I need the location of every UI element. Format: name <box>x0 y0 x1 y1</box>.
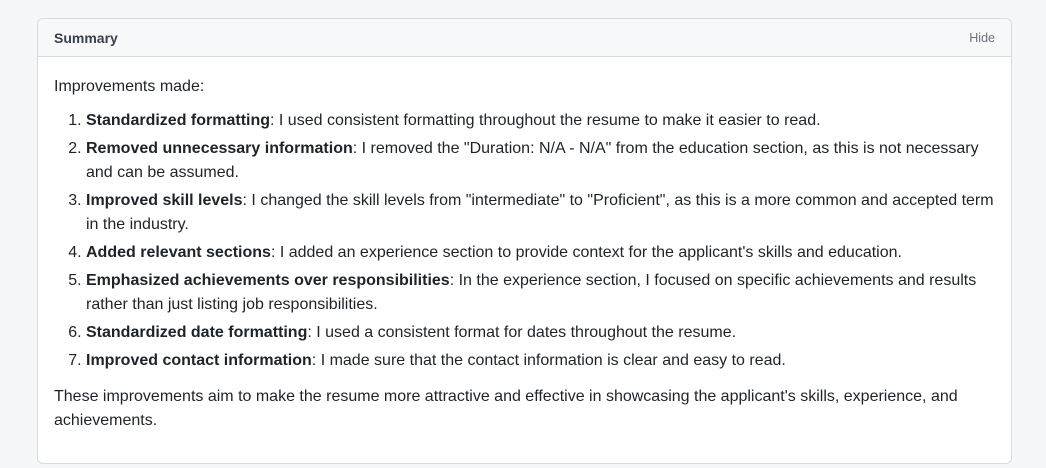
list-item <box>86 109 995 133</box>
list-item <box>86 349 995 373</box>
item-text: : I changed the skill levels from "intermediate" to "Proficient", as this is a more common and accepted term in the industry. <box>86 192 994 233</box>
intro-text: Improvements made: <box>54 78 205 95</box>
list-item <box>86 137 995 185</box>
item-title: Improved contact information <box>86 352 312 369</box>
item-title: Removed unnecessary information <box>86 140 353 157</box>
item-title: Standardized date formatting <box>86 324 308 341</box>
item-text: : In the experience section, I focused on specific achievements and results rather than just listing job responsibilities. <box>86 272 977 313</box>
conclusion-text: These improvements aim to make the resume more attractive and effective in showcasing the applicant's skills, experience, and achievements. <box>54 388 958 429</box>
list-item <box>86 241 995 265</box>
list-item <box>86 269 995 317</box>
list-item <box>86 321 995 345</box>
item-text: : I used a consistent format for dates throughout the resume. <box>307 324 737 341</box>
summary-panel <box>37 18 1012 464</box>
item-title: Added relevant sections <box>86 244 271 261</box>
item-title: Standardized formatting <box>86 112 271 129</box>
item-title: Emphasized achievements over responsibilities <box>86 272 450 289</box>
item-text: : I made sure that the contact information is clear and easy to read. <box>311 352 786 369</box>
item-title: Improved skill levels <box>86 192 243 209</box>
item-text: : I added an experience section to provide context for the applicant's skills and education. <box>270 244 902 261</box>
list-item <box>86 189 995 237</box>
panel-header <box>38 19 1011 57</box>
panel-title: Summary <box>54 29 118 46</box>
item-text: : I used consistent formatting throughout the resume to make it easier to read. <box>270 112 821 129</box>
hide-button[interactable]: Hide <box>969 30 995 45</box>
item-text: : I removed the "Duration: N/A - N/A" from the education section, as this is not necessary and can be assumed. <box>86 140 979 181</box>
improvements-list <box>54 109 995 373</box>
panel-body <box>38 57 1011 433</box>
